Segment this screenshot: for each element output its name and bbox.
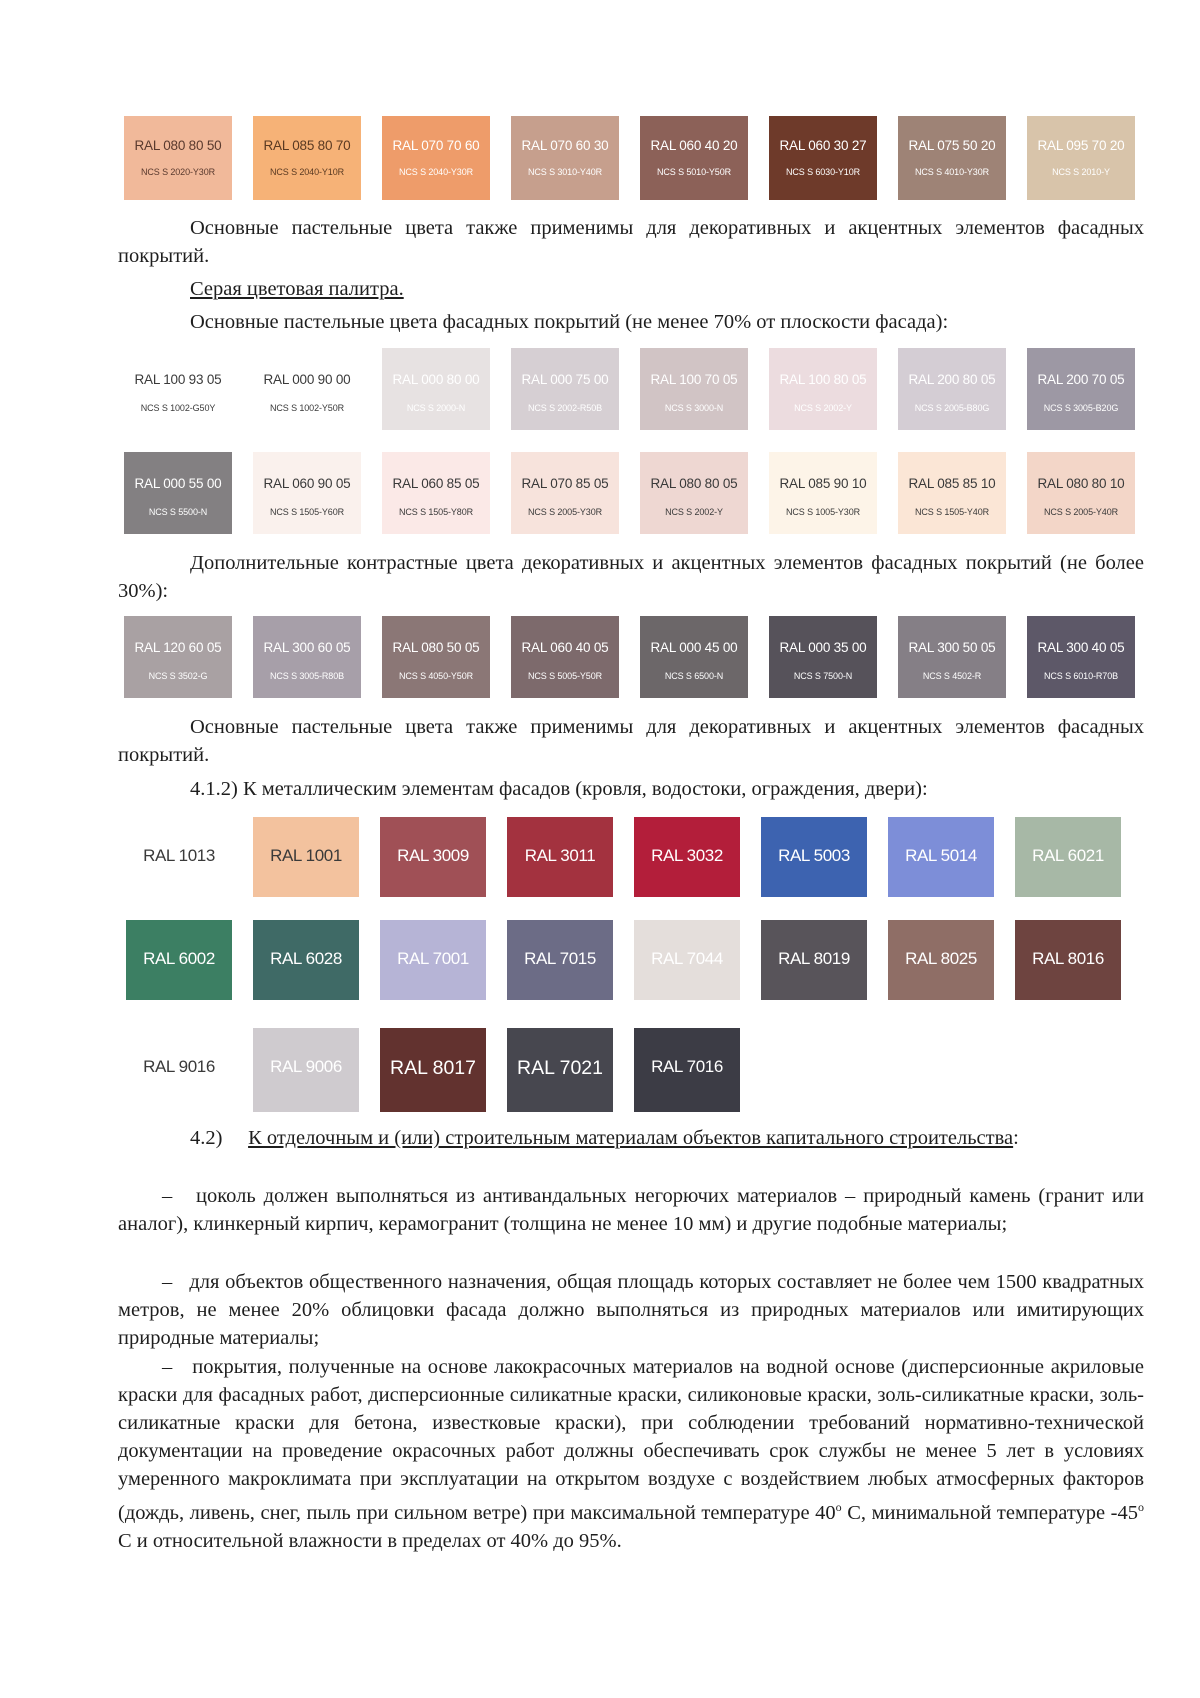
color-swatch (507, 817, 613, 897)
color-swatch (253, 452, 361, 534)
swatch-code: RAL 1013 (143, 846, 215, 865)
swatch-ncs: NCS S 2010-Y (1052, 167, 1110, 177)
swatch-code: RAL 000 35 00 (779, 640, 867, 655)
color-swatch (769, 616, 877, 698)
color-swatch (124, 452, 232, 534)
swatch-code: RAL 100 80 05 (779, 372, 867, 387)
swatch-code: RAL 060 40 20 (650, 138, 738, 153)
swatch-code: RAL 060 85 05 (392, 476, 480, 491)
section-heading-gray-palette: Серая цветовая палитра. (190, 278, 404, 300)
swatch-ncs: NCS S 5500-N (148, 507, 208, 517)
color-swatch (640, 116, 748, 200)
color-swatch (1027, 616, 1135, 698)
paragraph-pastel-usage-2: Основные пастельные цвета также применимы для декоративных и акцентных элементов фасадных покрытий. (118, 716, 1144, 766)
color-swatch (640, 616, 748, 698)
color-swatch (253, 920, 359, 1000)
swatch-ncs: NCS S 2000-N (406, 403, 466, 413)
swatch-code: RAL 060 90 05 (263, 476, 351, 491)
swatch-ncs: NCS S 2040-Y30R (398, 167, 474, 177)
color-swatch (124, 348, 232, 430)
color-swatch (380, 920, 486, 1000)
color-swatch (124, 616, 232, 698)
swatch-ncs: NCS S 1505-Y60R (269, 507, 345, 517)
swatch-code: RAL 9016 (143, 1057, 215, 1076)
color-swatch (511, 348, 619, 430)
color-swatch (1027, 452, 1135, 534)
swatch-ncs: NCS S 5005-Y50R (527, 671, 603, 681)
swatch-ncs: NCS S 2020-Y30R (140, 167, 216, 177)
swatch-ncs: NCS S 1505-Y40R (914, 507, 990, 517)
swatch-code: RAL 8016 (1032, 949, 1104, 968)
color-swatch (634, 920, 740, 1000)
color-swatch (253, 1028, 359, 1112)
color-swatch (888, 920, 994, 1000)
swatch-ncs: NCS S 7500-N (793, 671, 853, 681)
color-swatch (898, 116, 1006, 200)
color-swatch (511, 116, 619, 200)
paragraph-pastel-usage: Основные пастельные цвета также применимы для декоративных и акцентных элементов фасадных покрытий. (118, 217, 1144, 267)
color-swatch (126, 920, 232, 1000)
swatch-code: RAL 200 70 05 (1037, 372, 1125, 387)
swatch-ncs: NCS S 1005-Y30R (785, 507, 861, 517)
swatch-ncs: NCS S 2005-B80G (914, 403, 990, 413)
swatch-code: RAL 085 85 10 (908, 476, 996, 491)
swatch-code: RAL 080 50 05 (392, 640, 480, 655)
swatch-code: RAL 1001 (270, 846, 342, 865)
swatch-ncs: NCS S 6030-Y10R (785, 167, 861, 177)
color-swatch (253, 116, 361, 200)
swatch-code: RAL 100 93 05 (134, 372, 222, 387)
swatch-code: RAL 095 70 20 (1037, 138, 1125, 153)
swatch-ncs: NCS S 3010-Y40R (527, 167, 603, 177)
color-swatch (898, 348, 1006, 430)
bullet-item: – покрытия, полученные на основе лакокрасочных материалов на водной основе (дисперсионные акриловые краски для фасадных работ, дисперсионные силикатные краски, силиконовые краски, золь-силикатные краски, золь-силикатные краски для бетона, известковые краски), при соблюдении требований нормативно-технической документации на проведение окрасочных работ должны обеспечивать срок службы не менее 5 лет в условиях умеренного макроклимата при эксплуатации на открытом воздухе с воздействием любых атмосферных факторов (дождь, ливень, снег, пыль при сильном ветре) при максимальной температуре 40$^o$ С, минимальной температуре -45$^o$ С и относительной влажности в пределах от 40% до 95%. (118, 1356, 1145, 1552)
swatch-code: RAL 300 50 05 (908, 640, 996, 655)
color-swatch (888, 817, 994, 897)
swatch-ncs: NCS S 1505-Y80R (398, 507, 474, 517)
color-swatch (253, 348, 361, 430)
swatch-code: RAL 100 70 05 (650, 372, 738, 387)
swatch-ncs: NCS S 1002-Y50R (269, 403, 345, 413)
swatch-ncs: NCS S 2040-Y10R (269, 167, 345, 177)
swatch-ncs: NCS S 2002-Y (794, 403, 852, 413)
swatch-ncs: NCS S 3502-G (148, 671, 208, 681)
swatch-code: RAL 3032 (651, 846, 723, 865)
color-swatch (634, 1028, 740, 1112)
swatch-code: RAL 8017 (389, 1057, 476, 1079)
swatch-ncs: NCS S 5010-Y50R (656, 167, 732, 177)
contrast-palette-intro: Дополнительные контрастные цвета декоративных и акцентных элементов фасадных покрытий (не более 30%): (118, 552, 1144, 602)
swatch-ncs: NCS S 4050-Y50R (398, 671, 474, 681)
swatch-code: RAL 080 80 10 (1037, 476, 1125, 491)
swatch-code: RAL 000 80 00 (392, 372, 480, 387)
color-swatch (898, 616, 1006, 698)
swatch-ncs: NCS S 3005-R80B (269, 671, 345, 681)
color-swatch (380, 817, 486, 897)
swatch-ncs: NCS S 6010-R70B (1043, 671, 1119, 681)
swatch-code: RAL 8019 (778, 949, 850, 968)
swatch-ncs: NCS S 3005-B20G (1043, 403, 1119, 413)
swatch-code: RAL 000 45 00 (650, 640, 738, 655)
swatch-code: RAL 000 55 00 (134, 476, 222, 491)
swatch-ncs: NCS S 2002-R50B (527, 403, 603, 413)
gray-palette-intro: Основные пастельные цвета фасадных покрытий (не менее 70% от плоскости фасада): (190, 311, 949, 333)
color-swatch (898, 452, 1006, 534)
swatch-code: RAL 9006 (270, 1057, 342, 1076)
swatch-code: RAL 120 60 05 (134, 640, 222, 655)
swatch-code: RAL 060 40 05 (521, 640, 609, 655)
color-swatch (640, 452, 748, 534)
swatch-code: RAL 085 80 70 (263, 138, 351, 153)
color-swatch (126, 817, 232, 897)
swatch-code: RAL 200 80 05 (908, 372, 996, 387)
bullet-item: – цоколь должен выполняться из антивандальных негорючих материалов – природный камень (гранит или аналог), клинкерный кирпич, керамогранит (толщина не менее 10 мм) и другие подобные материалы; (118, 1185, 1144, 1235)
color-swatch (382, 616, 490, 698)
swatch-ncs: NCS S 2002-Y (665, 507, 723, 517)
color-swatch (507, 920, 613, 1000)
swatch-code: RAL 000 90 00 (263, 372, 351, 387)
swatch-code: RAL 7016 (651, 1057, 723, 1076)
swatch-code: RAL 3009 (397, 846, 469, 865)
swatch-ncs: NCS S 2005-Y30R (527, 507, 603, 517)
swatch-code: RAL 060 30 27 (779, 138, 867, 153)
color-swatch (380, 1028, 486, 1112)
color-swatch (1015, 920, 1121, 1000)
swatch-code: RAL 300 40 05 (1037, 640, 1125, 655)
swatch-code: RAL 7015 (524, 949, 596, 968)
swatch-code: RAL 070 60 30 (521, 138, 609, 153)
swatch-code: RAL 8025 (905, 949, 977, 968)
color-swatch (1027, 116, 1135, 200)
color-swatch (640, 348, 748, 430)
swatch-code: RAL 7044 (651, 949, 723, 968)
swatch-ncs: NCS S 3000-N (664, 403, 724, 413)
color-swatch (769, 116, 877, 200)
color-swatch (634, 817, 740, 897)
color-swatch (253, 616, 361, 698)
color-swatch (769, 452, 877, 534)
color-swatch (382, 116, 490, 200)
color-swatch (761, 920, 867, 1000)
swatch-ncs: NCS S 4010-Y30R (914, 167, 990, 177)
swatch-ncs: NCS S 1002-G50Y (140, 403, 216, 413)
swatch-ncs: NCS S 6500-N (664, 671, 724, 681)
swatch-code: RAL 085 90 10 (779, 476, 867, 491)
color-swatch (253, 817, 359, 897)
color-swatch (769, 348, 877, 430)
swatch-code: RAL 070 85 05 (521, 476, 609, 491)
swatch-code: RAL 6021 (1032, 846, 1104, 865)
swatch-code: RAL 7001 (397, 949, 469, 968)
color-swatch (511, 452, 619, 534)
bullet-item: – для объектов общественного назначения, общая площадь которых составляет не более чем 1500 квадратных метров, не менее 20% облицовки фасада должно выполняться из природных материалов или имитирующих природные материалы; (118, 1271, 1144, 1349)
swatch-ncs: NCS S 2005-Y40R (1043, 507, 1119, 517)
section-4-2-heading: 4.2) К отделочным и (или) строительным материалам объектов капитального строительства: (190, 1127, 1019, 1149)
color-swatch (511, 616, 619, 698)
color-swatch (382, 452, 490, 534)
swatch-code: RAL 7021 (516, 1057, 603, 1079)
swatch-ncs: NCS S 4502-R (922, 671, 982, 681)
color-swatch (761, 817, 867, 897)
swatch-code: RAL 3011 (524, 846, 596, 865)
color-swatch (124, 116, 232, 200)
swatch-code: RAL 5014 (905, 846, 977, 865)
color-swatch (1015, 817, 1121, 897)
swatch-code: RAL 070 70 60 (392, 138, 480, 153)
color-swatch (507, 1028, 613, 1112)
swatch-code: RAL 5003 (778, 846, 850, 865)
color-swatch (126, 1028, 232, 1112)
metal-elements-intro: 4.1.2) К металлическим элементам фасадов (кровля, водостоки, ограждения, двери): (190, 778, 928, 800)
swatch-code: RAL 6002 (143, 949, 215, 968)
swatch-code: RAL 075 50 20 (908, 138, 996, 153)
swatch-code: RAL 080 80 05 (650, 476, 738, 491)
swatch-code: RAL 6028 (270, 949, 342, 968)
swatch-code: RAL 000 75 00 (521, 372, 609, 387)
color-swatch (1027, 348, 1135, 430)
swatch-code: RAL 300 60 05 (263, 640, 351, 655)
swatch-code: RAL 080 80 50 (134, 138, 222, 153)
color-swatch (382, 348, 490, 430)
